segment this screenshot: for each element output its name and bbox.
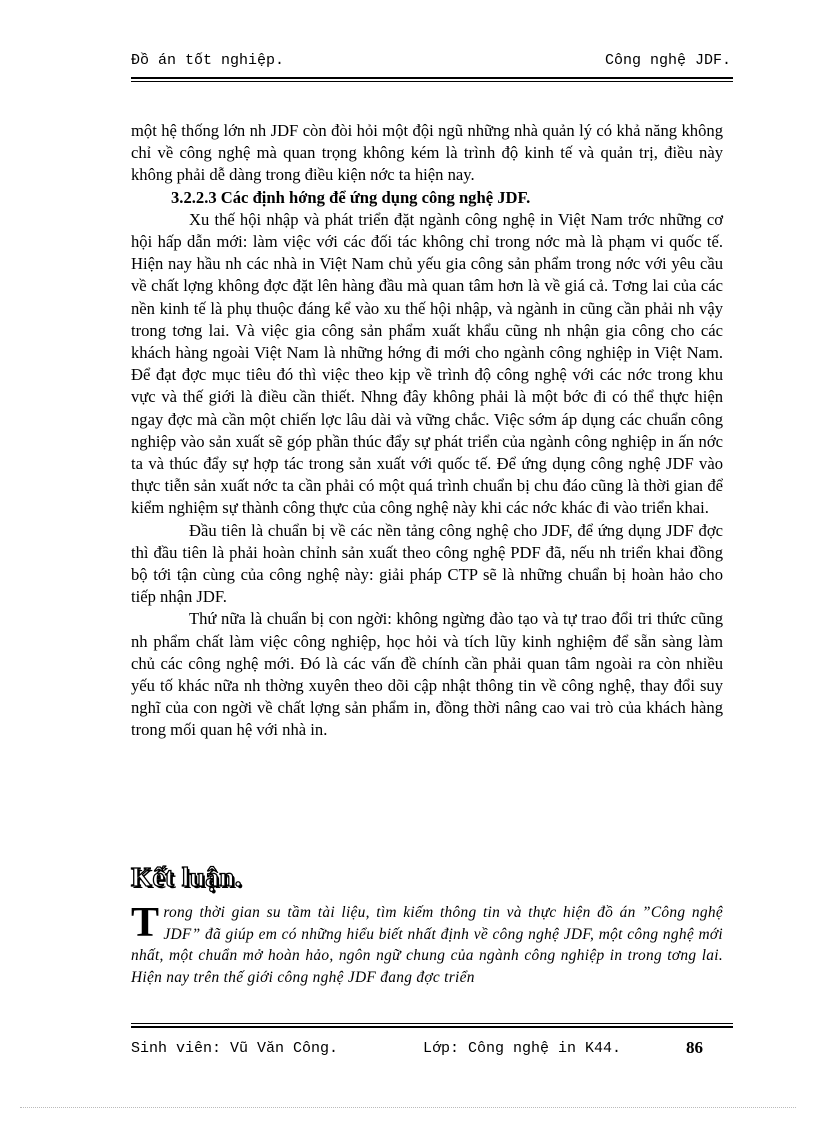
paragraph-2: Xu thế hội nhập và phát triển đặt ngành công nghệ in Việt Nam trớc những cơ hội hấp dẫn mới: làm việc với các đối tác không chỉ trong nớc mà là phạm vi quốc tế. Hiện nay hầu nh các nhà in Việt Nam chủ yếu gia công sản phẩm trong nớc với yêu cầu về chất lợng không đợc đặt lên hàng đầu mà quan tâm hơn là về giá cả. Tơng lai của các nền kinh tế là phụ thuộc đáng kể vào xu thế hội nhập, và ngành in cũng cần phải nh vậy trong tơng lai. Và việc gia công sản phẩm xuất khẩu cũng nh nhận gia công cho các khách hàng ngoài Việt Nam là những hớng đi mới cho ngành công nghiệp in Việt Nam. Để đạt đợc mục tiêu đó thì việc theo kịp về trình độ công nghệ với các nớc trong khu vực và thế giới là điều cần thiết. Nhng đây không phải là một bớc đi có thể thực hiện ngay đợc mà cần một chiến lợc lâu dài và vững chắc. Việc sớm áp dụng các chuẩn công nghiệp vào sản xuất sẽ góp phần thúc đẩy sự phát triển của ngành công nghiệp in ấn nớc ta và thúc đẩy sự hợp tác trong sản xuất với quốc tế. Để ứng dụng công nghệ JDF vào thực tiễn sản xuất nớc ta cần phải có một quá trình chuẩn bị chu đáo cũng là thời gian để kiểm nghiệm sự thành công thực của công nghệ này khi các nớc khác đi vào triển khai. xyxy=(131,209,723,518)
page-boundary xyxy=(20,1107,796,1108)
header-left: Đồ án tốt nghiệp. xyxy=(131,52,285,69)
paragraph-3: Đầu tiên là chuẩn bị về các nền tảng công nghệ cho JDF, để ứng dụng JDF đợc thì đầu tiên là phải hoàn chỉnh sản xuất theo công nghệ PDF đã, nếu nh triển khai đồng bộ tới tận cùng của công nghệ này: giải pháp CTP sẽ là những chuẩn bị hoàn hảo cho tiếp nhận JDF. xyxy=(131,520,723,607)
header-rule-thin xyxy=(131,81,733,82)
paragraph-1: một hệ thống lớn nh JDF còn đòi hỏi một đội ngũ những nhà quản lý có khả năng không chỉ về công nghệ mà quan trọng không kém là trình độ kinh tế và quản trị, điều này không phải dễ dàng trong điều kiện nớc ta hiện nay. xyxy=(131,121,723,185)
footer-class: Lớp: Công nghệ in K44. xyxy=(423,1040,622,1057)
page-footer xyxy=(131,1040,731,1062)
page-header xyxy=(131,52,731,74)
drop-cap: T xyxy=(131,900,160,946)
conclusion-title: Kết luận. xyxy=(131,862,243,892)
paragraph-4: Thứ nữa là chuẩn bị con ngời: không ngừng đào tạo và tự trao đổi tri thức cũng nh phẩm chất làm việc công nghiệp, học hỏi và tích lũy kinh nghiệm để sẵn sàng làm chủ các công nghệ mới. Đó là các vấn đề chính cần phải quan tâm ngoài ra còn nhiều yếu tố khác nữa nh thờng xuyên theo dõi cập nhật thông tin về công nghệ, thay đổi suy nghĩ của con ngời về chất lợng sản phẩm in, đồng thời nâng cao vai trò của khách hàng trong mối quan hệ với nhà in. xyxy=(131,609,723,740)
conclusion-text-block xyxy=(131,902,723,988)
footer-rule-thick xyxy=(131,1026,733,1028)
header-right: Công nghệ JDF. xyxy=(604,52,731,69)
body-text xyxy=(131,120,723,742)
conclusion-text: rong thời gian su tầm tài liệu, tìm kiếm thông tin và thực hiện đồ án ”Công nghệ JDF” đã giúp em có những hiểu biết nhất định về công nghệ JDF, một công nghệ mới nhất, một chuẩn mở hoàn hảo, ngôn ngữ chung của ngành công nghiệp in trong tơng lai. Hiện nay trên thế giới công nghệ JDF đang đợc triển xyxy=(131,904,723,986)
footer-student: Sinh viên: Vũ Văn Công. xyxy=(131,1040,339,1057)
header-rule-thick xyxy=(131,77,733,79)
footer-rule-thin xyxy=(131,1023,733,1024)
section-heading: 3.2.2.3 Các định hớng để ứng dụng công nghệ JDF. xyxy=(171,187,531,207)
page-number: 86 xyxy=(686,1038,703,1057)
